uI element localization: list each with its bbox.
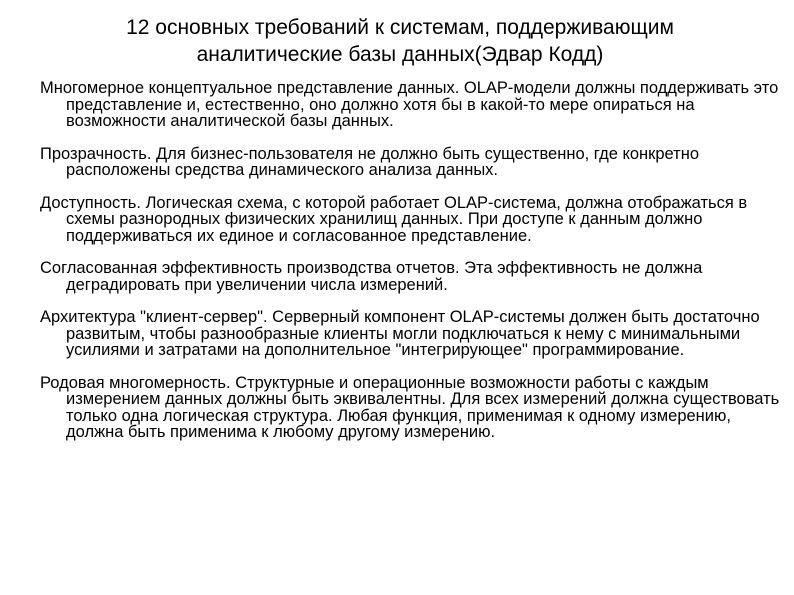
requirements-list <box>40 80 780 457</box>
list-item-generic-dimensionality: Родовая многомерность. Структурные и операционные возможности работы с каждым измерением данных должны быть эквивалентны. Для всех измерений должна существовать только одна логическая структура. Любая функция, применимая к одному измерению, должна быть применима к любому другому измерению. <box>40 373 780 441</box>
slide-title-line-1: 12 основных требований к системам, поддерживающим <box>126 16 674 39</box>
slide-title-line-2: аналитические базы данных(Эдвар Кодд) <box>196 43 604 66</box>
list-item-accessibility: Доступность. Логическая схема, с которой работает OLAP-система, должна отображаться в схемы разнородных физических хранилищ данных. При доступе к данным должно поддерживаться их единое и согласованное представление. <box>40 193 748 245</box>
slide-title <box>40 14 760 68</box>
list-item-client-server: Архитектура "клиент-сервер". Серверный компонент OLAP-системы должен быть достаточно развитым, чтобы разнообразные клиенты могли подключаться к нему с минимальными усилиями и затратами на дополнительное "интегрирующее" программирование. <box>40 308 760 359</box>
list-item-transparency: Прозрачность. Для бизнес-пользователя не должно быть существенно, где конкретно расположены средства динамического анализа данных. <box>40 144 700 179</box>
list-item-multidimensional-view: Многомерное концептуальное представление данных. OLAP-модели должны поддерживать это представление и, естественно, оно должно хотя бы в какой-то мере опираться на возможности аналитической базы данных. <box>40 79 779 130</box>
list-item-consistent-reporting: Согласованная эффективность производства отчетов. Эта эффективность не должна деградировать при увеличении числа измерений. <box>40 259 703 294</box>
